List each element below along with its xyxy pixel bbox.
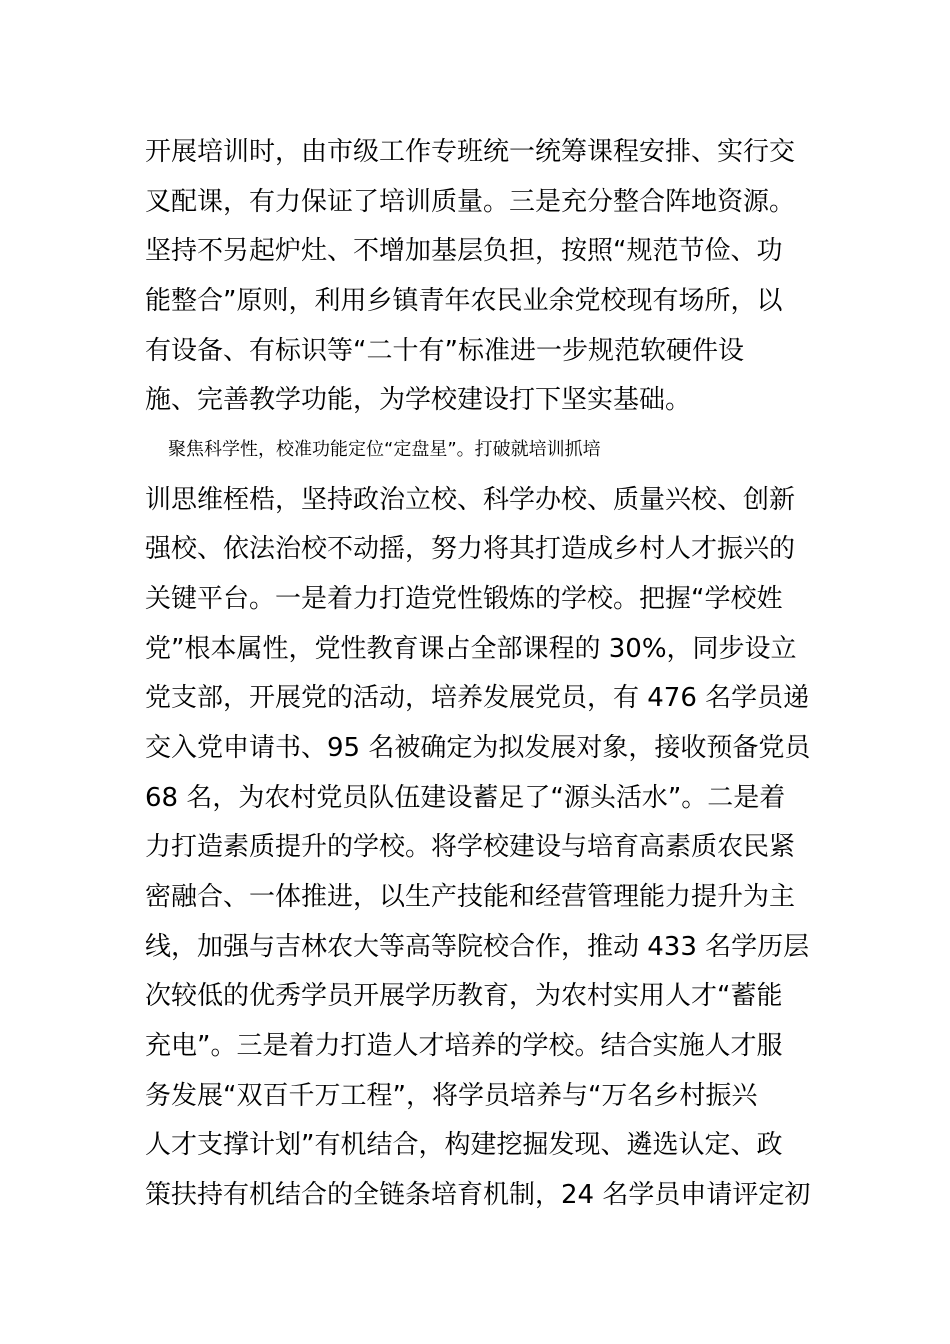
text-line: 党”根本属性，党性教育课占全部课程的 30%，同步设立	[145, 634, 797, 664]
text-line: 施、完善教学功能，为学校建设打下坚实基础。	[145, 385, 692, 415]
text-line: 密融合、一体推进，以生产技能和经营管理能力提升为主	[145, 882, 796, 912]
text-line: 叉配课，有力保证了培训质量。三是充分整合阵地资源。	[145, 187, 796, 217]
text-line: 充电”。三是着力打造人才培养的学校。结合实施人才服	[145, 1031, 783, 1061]
text-line: 68 名，为农村党员队伍建设蓄足了“源头活水”。二是着	[145, 783, 786, 813]
text-line: 次较低的优秀学员开展学历教育，为农村实用人才“蓄能	[145, 981, 783, 1011]
text-line: 线，加强与吉林农大等高等院校合作，推动 433 名学历层	[145, 932, 810, 962]
text-line: 力打造素质提升的学校。将学校建设与培育高素质农民紧	[145, 832, 796, 862]
text-line: 党支部，开展党的活动，培养发展党员，有 476 名学员递	[145, 683, 810, 713]
paragraph-first-line: 聚焦科学性，校准功能定位“定盘星”。打破就培训抓培	[168, 439, 601, 460]
text-line: 人才支撑计划”有机结合，构建挖掘发现、遴选认定、政	[145, 1130, 783, 1160]
text-line: 策扶持有机结合的全链条培育机制，24 名学员申请评定初	[145, 1180, 811, 1210]
text-line: 务发展“双百千万工程”，将学员培养与“万名乡村振兴	[145, 1081, 758, 1111]
text-line: 坚持不另起炉灶、不增加基层负担，按照“规范节俭、功	[145, 236, 783, 266]
text-line: 开展培训时，由市级工作专班统一统筹课程安排、实行交	[145, 137, 796, 167]
text-line: 关键平台。一是着力打造党性锻炼的学校。把握“学校姓	[145, 584, 783, 614]
text-line: 强校、依法治校不动摇，努力将其打造成乡村人才振兴的	[145, 534, 796, 564]
text-line: 有设备、有标识等“二十有”标准进一步规范软硬件设	[145, 336, 744, 366]
text-line: 训思维桎梏，坚持政治立校、科学办校、质量兴校、创新	[145, 485, 796, 515]
text-line: 交入党申请书、95 名被确定为拟发展对象，接收预备党员	[145, 733, 811, 763]
text-line: 能整合”原则，利用乡镇青年农民业余党校现有场所，以	[145, 286, 783, 316]
